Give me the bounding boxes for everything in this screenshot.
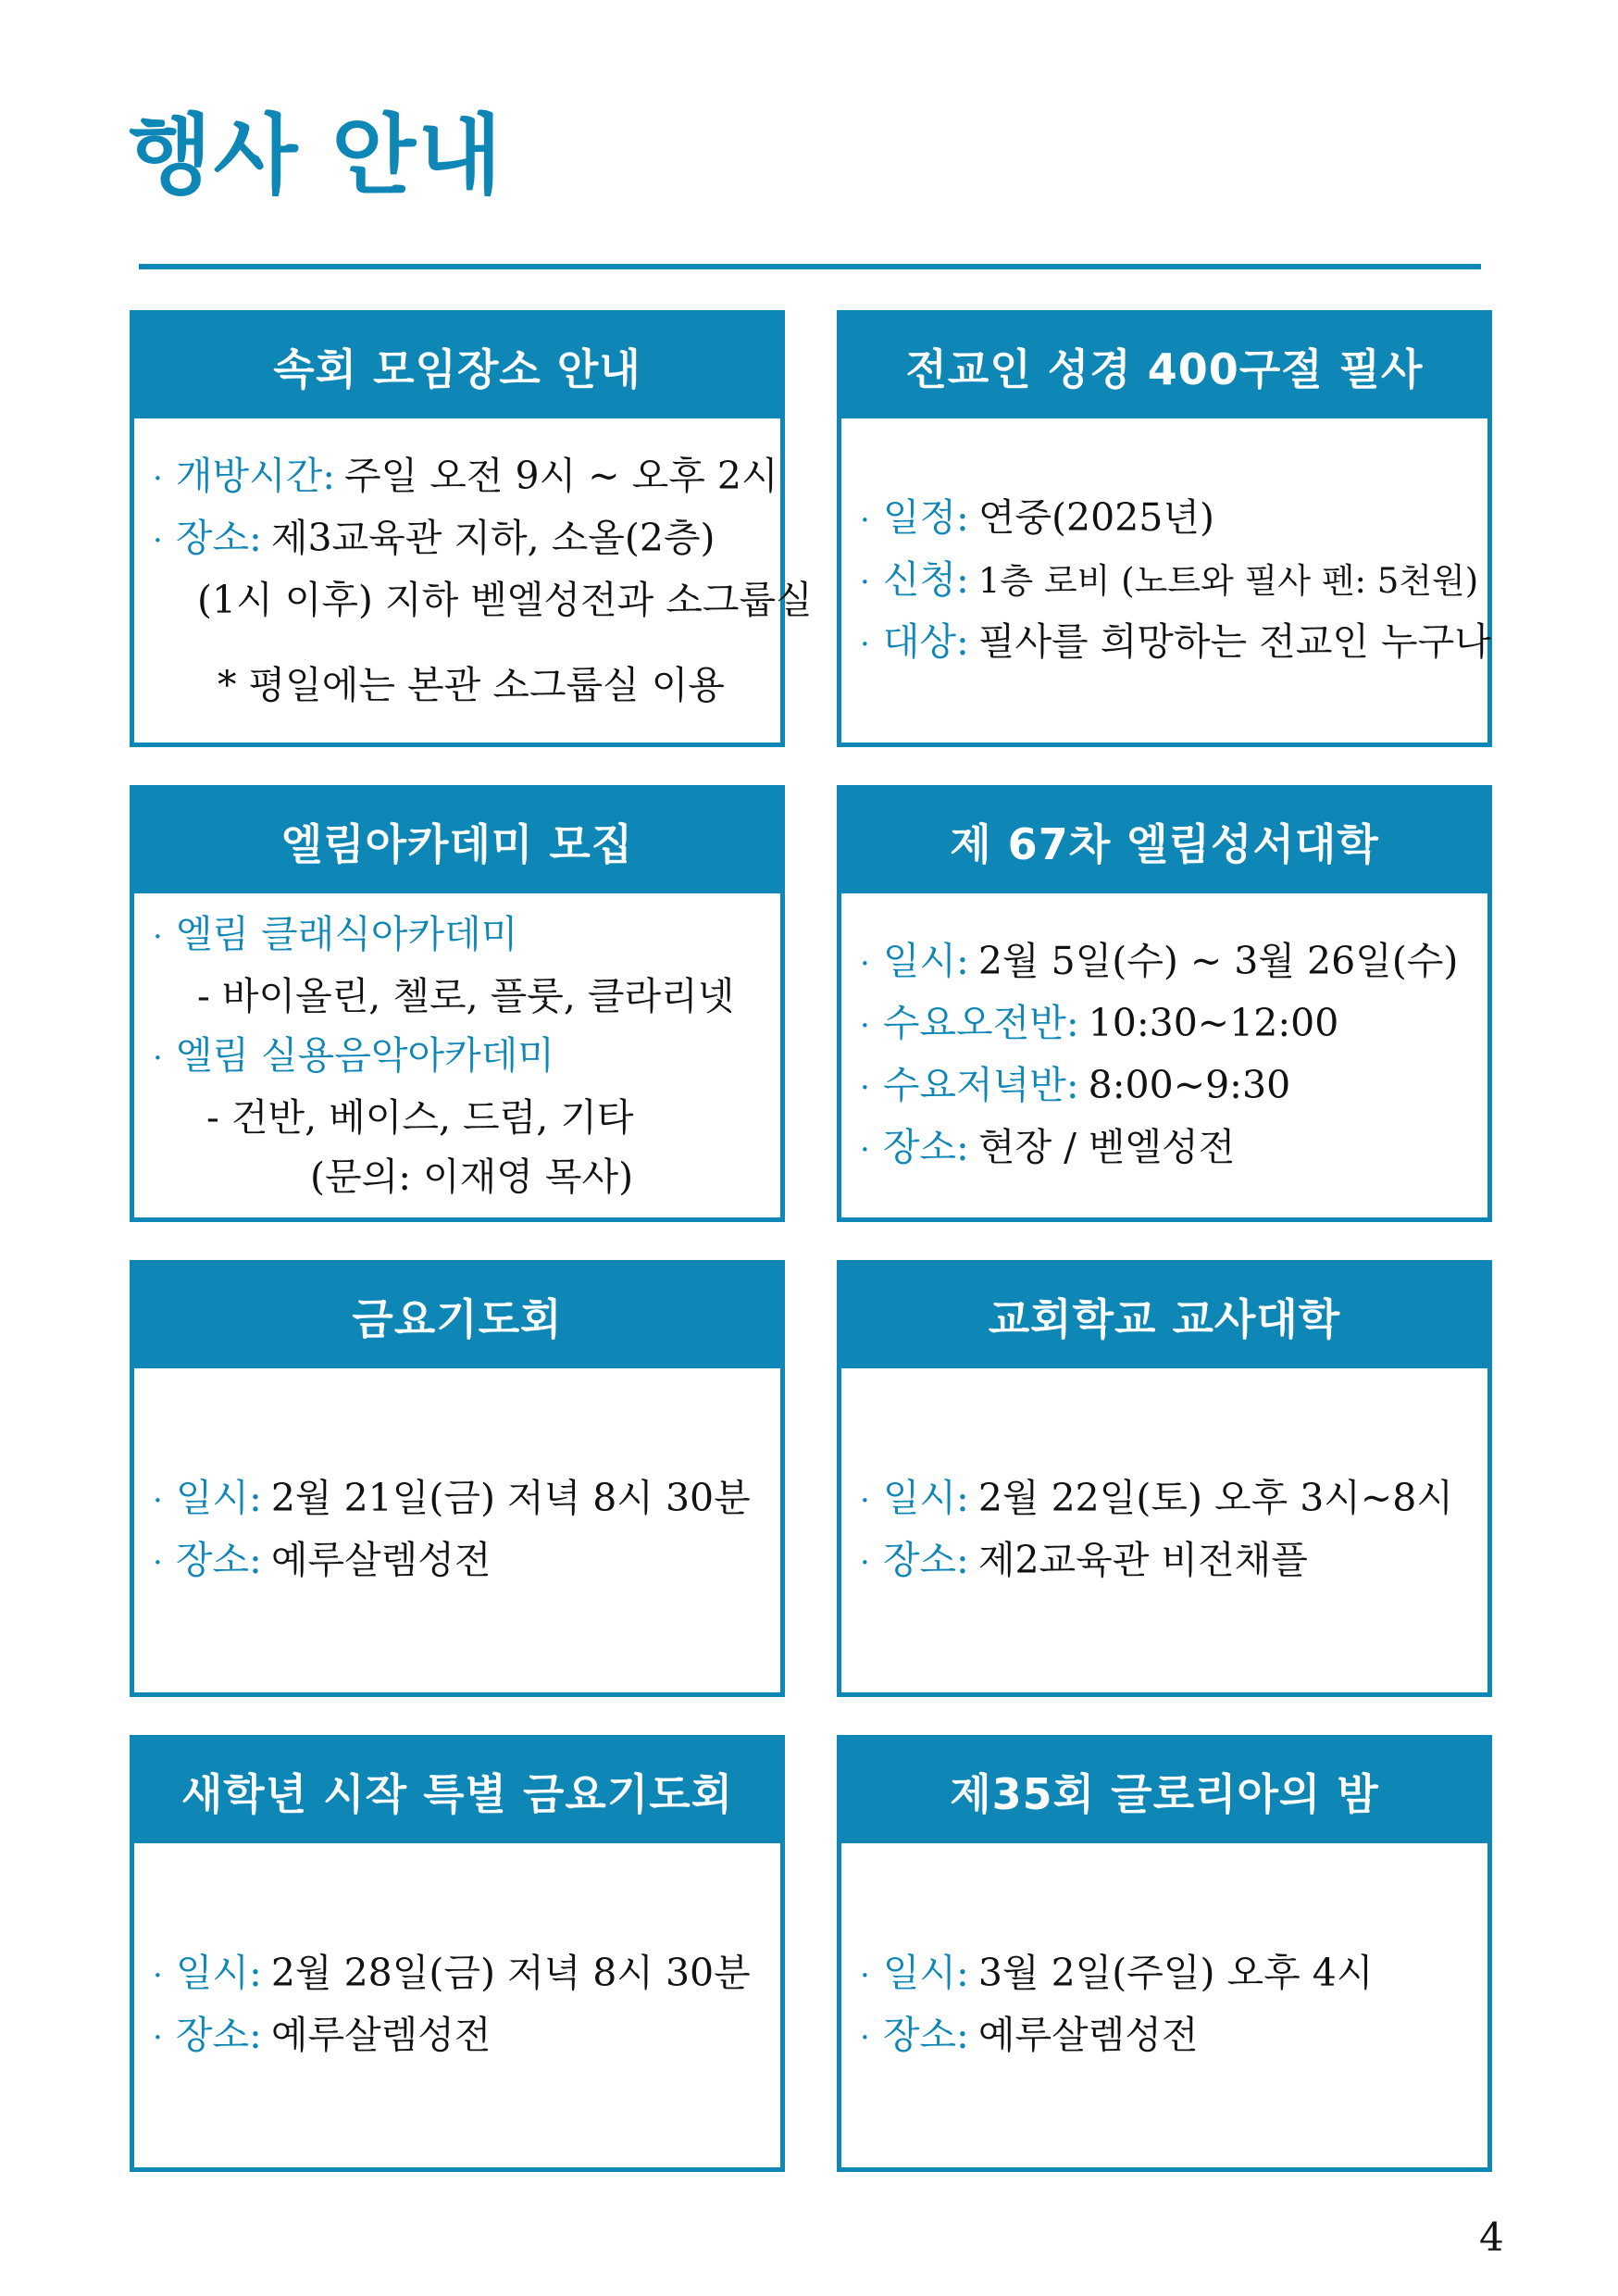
card-teacher-college xyxy=(837,1260,1492,1697)
item-label: 엘림 클래식아카데미 xyxy=(175,912,518,956)
list-item xyxy=(860,1530,1478,1592)
card-body xyxy=(134,1843,780,2167)
bullet-icon: · xyxy=(860,1544,870,1581)
list-item xyxy=(153,1530,771,1592)
item-detail: - 건반, 베이스, 드럼, 기타 xyxy=(206,1095,634,1140)
item-value: 예루살렘성전 xyxy=(270,2013,492,2057)
list-item xyxy=(860,931,1478,993)
list-item xyxy=(153,1026,771,1088)
item-label: 장소: xyxy=(882,1538,969,1582)
item-value: 예루살렘성전 xyxy=(977,2013,1199,2057)
list-item xyxy=(153,1943,771,2005)
item-value: 주일 오전 9시 ~ 오후 2시 xyxy=(344,454,778,498)
card-heading: 교회학교 교사대학 xyxy=(841,1265,1487,1368)
bullet-icon: · xyxy=(153,1482,163,1519)
item-label: 개방시간: xyxy=(175,454,336,498)
item-label: 일시: xyxy=(175,1476,262,1520)
list-item xyxy=(153,508,771,570)
list-item xyxy=(860,2005,1478,2067)
bullet-icon: · xyxy=(153,2019,163,2056)
list-item xyxy=(153,1468,771,1530)
item-label: 엘림 실용음악아카데미 xyxy=(175,1033,554,1078)
item-label: 대상: xyxy=(882,618,969,664)
item-value: 10:30~12:00 xyxy=(1088,1001,1339,1045)
item-value: 예루살렘성전 xyxy=(270,1538,492,1582)
card-body xyxy=(841,418,1491,742)
item-value: 2월 28일(금) 저녁 8시 30분 xyxy=(270,1951,751,1995)
bullet-icon: · xyxy=(860,945,870,982)
list-item xyxy=(153,446,778,508)
bullet-icon: · xyxy=(860,1069,870,1106)
item-value: 2월 5일(수) ~ 3월 26일(수) xyxy=(977,939,1459,983)
card-heading: 속회 모임장소 안내 xyxy=(134,315,780,418)
item-label: 일시: xyxy=(175,1951,262,1995)
bullet-icon: · xyxy=(860,501,870,539)
bullet-icon: · xyxy=(153,1957,163,1994)
item-value: 3월 2일(주일) 오후 4시 xyxy=(977,1951,1374,1995)
list-item xyxy=(860,488,1478,550)
card-body xyxy=(134,893,780,1217)
item-label: 일시: xyxy=(882,1476,969,1520)
list-item xyxy=(860,1055,1478,1117)
item-value: 현장 / 벧엘성전 xyxy=(977,1125,1236,1169)
bullet-icon: · xyxy=(860,1007,870,1044)
item-label: 장소: xyxy=(175,516,262,560)
item-value: 제3교육관 지하, 소올(2층) xyxy=(270,516,716,560)
title-divider xyxy=(139,264,1481,269)
bullet-icon: · xyxy=(860,563,870,601)
item-label: 일정: xyxy=(882,494,969,540)
list-item xyxy=(153,2005,771,2067)
card-body xyxy=(134,418,813,742)
item-label: 신청: xyxy=(882,556,969,602)
list-item xyxy=(153,905,771,967)
item-label: 수요저녁반: xyxy=(882,1063,1079,1107)
list-item xyxy=(860,612,1491,674)
list-item xyxy=(860,993,1478,1055)
page-title: 행사 안내 xyxy=(128,106,504,206)
card-new-year-friday-prayer xyxy=(130,1735,785,2172)
item-value: 1층 로비 (노트와 필사 펜: 5천원) xyxy=(977,560,1479,601)
bullet-icon: · xyxy=(860,1482,870,1519)
list-item xyxy=(860,1117,1478,1179)
bullet-icon: · xyxy=(860,625,870,663)
item-value: 2월 22일(토) 오후 3시~8시 xyxy=(977,1476,1453,1520)
bullet-icon: · xyxy=(153,522,163,559)
item-value: 연중(2025년) xyxy=(977,494,1214,540)
item-label: 장소: xyxy=(882,2013,969,2057)
card-heading: 새학년 시작 특별 금요기도회 xyxy=(134,1740,780,1843)
bullet-icon: · xyxy=(860,2019,870,2056)
item-label: 수요오전반: xyxy=(882,1001,1079,1045)
card-body xyxy=(841,1368,1487,1692)
item-label: 일시: xyxy=(882,1951,969,1995)
card-friday-prayer xyxy=(130,1260,785,1697)
card-body xyxy=(841,1843,1487,2167)
item-value: 2월 21일(금) 저녁 8시 30분 xyxy=(270,1476,751,1520)
card-gloria-night xyxy=(837,1735,1492,2172)
list-item xyxy=(860,550,1478,612)
card-body xyxy=(841,893,1487,1217)
card-heading: 전교인 성경 400구절 필사 xyxy=(841,315,1487,418)
item-label: 일시: xyxy=(882,939,969,983)
card-cell-meeting-place xyxy=(130,310,813,747)
card-heading: 제35회 글로리아의 밤 xyxy=(841,1740,1487,1843)
card-bible-college xyxy=(837,785,1492,1222)
item-detail: - 바이올린, 첼로, 플룻, 클라리넷 xyxy=(197,974,735,1018)
page-number: 4 xyxy=(1479,2215,1504,2260)
item-value: 제2교육관 비전채플 xyxy=(977,1538,1308,1582)
item-label: 장소: xyxy=(175,2013,262,2057)
bullet-icon: · xyxy=(860,1131,870,1168)
card-body xyxy=(134,1368,780,1692)
item-continuation: (1시 이후) 지하 벧엘성전과 소그룹실 xyxy=(197,578,813,622)
item-value: 8:00~9:30 xyxy=(1088,1063,1291,1107)
card-heading: 제 67차 엘림성서대학 xyxy=(841,790,1487,893)
card-elim-academy xyxy=(130,785,785,1222)
inquiry-note: (문의: 이재영 목사) xyxy=(310,1154,634,1199)
bullet-icon: · xyxy=(153,918,163,955)
item-label: 장소: xyxy=(175,1538,262,1582)
bullet-icon: · xyxy=(153,1544,163,1581)
bullet-icon: · xyxy=(153,460,163,497)
card-bible-transcription xyxy=(837,310,1492,747)
card-note: * 평일에는 본관 소그룹실 이용 xyxy=(218,663,725,707)
list-item xyxy=(860,1943,1478,2005)
list-item xyxy=(860,1468,1478,1530)
card-heading: 엘림아카데미 모집 xyxy=(134,790,780,893)
card-heading: 금요기도회 xyxy=(134,1265,780,1368)
bullet-icon: · xyxy=(153,1040,163,1077)
item-label: 장소: xyxy=(882,1125,969,1169)
item-value: 필사를 희망하는 전교인 누구나 xyxy=(977,618,1491,664)
bullet-icon: · xyxy=(860,1957,870,1994)
